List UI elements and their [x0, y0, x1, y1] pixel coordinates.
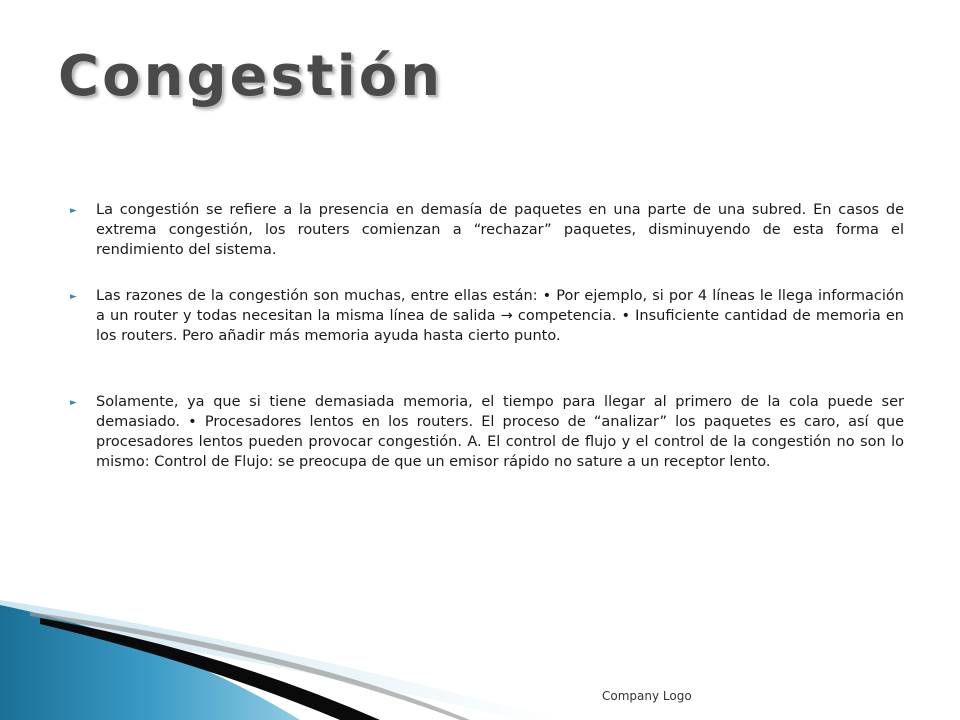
arrow-right-icon: ►	[70, 292, 77, 302]
arrow-right-icon: ►	[70, 206, 77, 216]
bullet-item	[70, 392, 904, 472]
bullet-list	[70, 200, 904, 472]
swoosh-dark-band	[40, 618, 380, 720]
bullet-text: Las razones de la congestión son muchas, entre ellas están: • Por ejemplo, si por 4 líneas le llega información a un router y todas necesitan la misma línea de salida → competencia. • Insuficiente cantidad de memoria en los routers. Pero añadir más memoria ayuda hasta cierto punto.	[96, 288, 904, 344]
bullet-text: La congestión se refiere a la presencia en demasía de paquetes en una parte de una subred. En casos de extrema congestión, los routers comienzan a “rechazar” paquetes, disminuyendo de esta forma el rendimiento del sistema.	[96, 202, 904, 258]
slide-title: Congestión	[58, 44, 444, 109]
arrow-right-icon: ►	[70, 398, 77, 408]
bullet-item	[70, 200, 904, 260]
swoosh-teal-wedge	[0, 605, 300, 720]
swoosh-grey-line	[30, 612, 470, 720]
bullet-text: Solamente, ya que si tiene demasiada memoria, el tiempo para llegar al primero de la cola puede ser demasiado. • Procesadores lentos en los routers. El proceso de “analizar” los paquetes es caro, así que procesadores lentos pueden provocar congestión. A. El control de flujo y el control de la congestión no son lo mismo: Control de Flujo: se preocupa de que un emisor rápido no sature a un receptor lento.	[96, 394, 904, 470]
bullet-item	[70, 286, 904, 346]
company-logo-text: Company Logo	[602, 689, 692, 703]
swoosh-light-band	[0, 600, 560, 720]
